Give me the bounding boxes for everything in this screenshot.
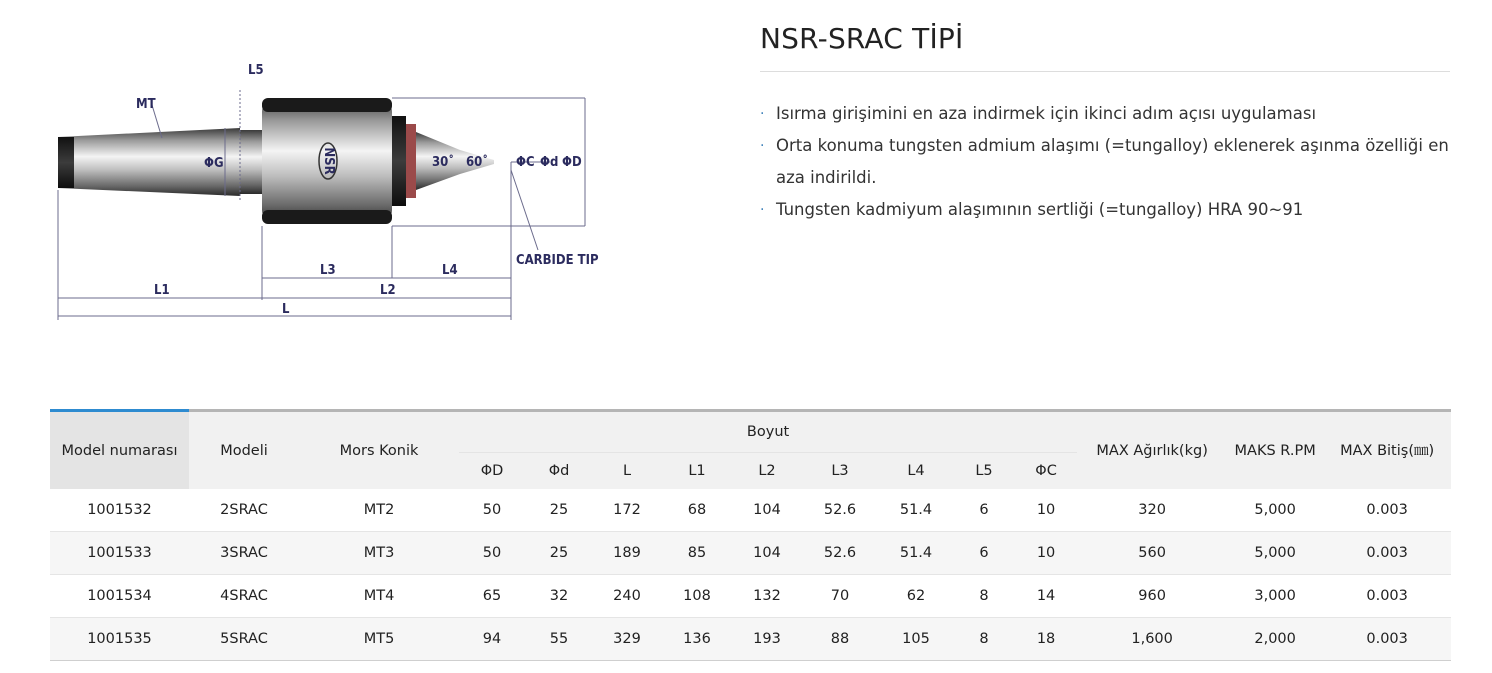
cell-phi-d: 55	[525, 618, 593, 661]
cell-L2: 193	[733, 618, 801, 661]
cell-model-no: 1001534	[50, 575, 189, 618]
cell-max-finish: 0.003	[1323, 489, 1451, 532]
front-ring	[392, 116, 406, 206]
cell-model: 3SRAC	[189, 532, 299, 575]
cell-L3: 70	[801, 575, 879, 618]
header-L2: L2	[733, 453, 801, 490]
cell-L2: 104	[733, 489, 801, 532]
cell-phi-C: 10	[1015, 532, 1077, 575]
l5-label: L5	[248, 63, 264, 78]
l1-label: L1	[154, 283, 170, 298]
cell-model: 2SRAC	[189, 489, 299, 532]
header-max-rpm: MAKS R.PM	[1227, 411, 1323, 490]
header-max-finish: MAX Bitiş(㎜)	[1323, 411, 1451, 490]
header-phi-D: ΦD	[459, 453, 525, 490]
header-boyut: Boyut	[459, 411, 1077, 453]
cell-morse: MT2	[299, 489, 459, 532]
cell-max-finish: 0.003	[1323, 532, 1451, 575]
header-model-no: Model numarası	[50, 411, 189, 490]
bullet-icon: ·	[760, 138, 765, 154]
cell-max-finish: 0.003	[1323, 575, 1451, 618]
feature-list	[760, 98, 1450, 226]
cell-max-rpm: 5,000	[1227, 489, 1323, 532]
phi-c-label: ΦC	[516, 155, 535, 170]
angle-60-label: 60˚	[466, 155, 489, 170]
cell-max-weight: 560	[1077, 532, 1227, 575]
live-center-diagram	[50, 50, 610, 330]
cell-morse: MT5	[299, 618, 459, 661]
angle-30-label: 30˚	[432, 155, 455, 170]
logo-text: NSR	[321, 147, 336, 175]
table-row	[50, 618, 1451, 661]
product-info	[760, 22, 1450, 226]
phi-d-small-label: Φd	[540, 155, 559, 170]
header-L: L	[593, 453, 661, 490]
l4-label: L4	[442, 263, 458, 278]
cell-L2: 132	[733, 575, 801, 618]
spec-table	[50, 409, 1451, 661]
cell-model-no: 1001535	[50, 618, 189, 661]
page-title: NSR-SRAC TİPİ	[760, 22, 1450, 72]
header-max-weight: MAX Ağırlık(kg)	[1077, 411, 1227, 490]
table-row	[50, 575, 1451, 618]
cell-phi-C: 10	[1015, 489, 1077, 532]
cell-L4: 51.4	[879, 532, 953, 575]
header-model: Modeli	[189, 411, 299, 490]
cell-phi-D: 50	[459, 489, 525, 532]
cell-model-no: 1001532	[50, 489, 189, 532]
cell-L5: 6	[953, 489, 1015, 532]
cell-L5: 6	[953, 532, 1015, 575]
header-L5: L5	[953, 453, 1015, 490]
cell-phi-d: 32	[525, 575, 593, 618]
cell-L: 189	[593, 532, 661, 575]
cell-L1: 85	[661, 532, 733, 575]
cell-phi-D: 94	[459, 618, 525, 661]
cell-L4: 62	[879, 575, 953, 618]
table-row	[50, 489, 1451, 532]
cell-L5: 8	[953, 618, 1015, 661]
live-center-drawing	[50, 50, 610, 330]
bullet-icon: ·	[760, 202, 765, 218]
cell-L: 240	[593, 575, 661, 618]
header-morse: Mors Konik	[299, 411, 459, 490]
header-L3: L3	[801, 453, 879, 490]
carbide-tip-label: CARBIDE TIP	[516, 253, 599, 268]
phi-g-label: ΦG	[204, 156, 224, 171]
cell-L3: 88	[801, 618, 879, 661]
spec-table-body	[50, 489, 1451, 661]
cell-model: 4SRAC	[189, 575, 299, 618]
cell-L1: 108	[661, 575, 733, 618]
cell-L4: 51.4	[879, 489, 953, 532]
seal-ring	[406, 124, 416, 198]
table-row	[50, 532, 1451, 575]
cell-L2: 104	[733, 532, 801, 575]
cell-max-rpm: 3,000	[1227, 575, 1323, 618]
cell-phi-d: 25	[525, 532, 593, 575]
l3-label: L3	[320, 263, 336, 278]
neck	[240, 130, 262, 194]
cell-phi-C: 18	[1015, 618, 1077, 661]
cell-L: 172	[593, 489, 661, 532]
cell-L4: 105	[879, 618, 953, 661]
cell-max-weight: 960	[1077, 575, 1227, 618]
cell-L3: 52.6	[801, 532, 879, 575]
mt-label: MT	[136, 97, 156, 112]
cell-phi-C: 14	[1015, 575, 1077, 618]
cell-model-no: 1001533	[50, 532, 189, 575]
l2-label: L2	[380, 283, 396, 298]
header-phi-C: ΦC	[1015, 453, 1077, 490]
phi-d-large-label: ΦD	[562, 155, 582, 170]
cell-L3: 52.6	[801, 489, 879, 532]
bullet-icon: ·	[760, 106, 765, 122]
l-label: L	[282, 302, 290, 317]
header-phi-d: Φd	[525, 453, 593, 490]
cell-L: 329	[593, 618, 661, 661]
cell-morse: MT4	[299, 575, 459, 618]
header-L1: L1	[661, 453, 733, 490]
feature-item: · Tungsten kadmiyum alaşımının sertliği (=tungalloy) HRA 90~91	[760, 194, 1450, 226]
cell-max-weight: 320	[1077, 489, 1227, 532]
feature-item: · Orta konuma tungsten admium alaşımı (=tungalloy) eklenerek aşınma özelliği en aza indirildi.	[760, 130, 1450, 194]
header-L4: L4	[879, 453, 953, 490]
cell-max-rpm: 2,000	[1227, 618, 1323, 661]
cell-phi-d: 25	[525, 489, 593, 532]
cell-L5: 8	[953, 575, 1015, 618]
cell-phi-D: 65	[459, 575, 525, 618]
cell-max-finish: 0.003	[1323, 618, 1451, 661]
cell-max-rpm: 5,000	[1227, 532, 1323, 575]
cell-morse: MT3	[299, 532, 459, 575]
shank-end	[58, 137, 74, 188]
feature-item: · Isırma girişimini en aza indirmek için ikinci adım açısı uygulaması	[760, 98, 1450, 130]
cell-L1: 136	[661, 618, 733, 661]
cell-model: 5SRAC	[189, 618, 299, 661]
cell-max-weight: 1,600	[1077, 618, 1227, 661]
cell-L1: 68	[661, 489, 733, 532]
cell-phi-D: 50	[459, 532, 525, 575]
